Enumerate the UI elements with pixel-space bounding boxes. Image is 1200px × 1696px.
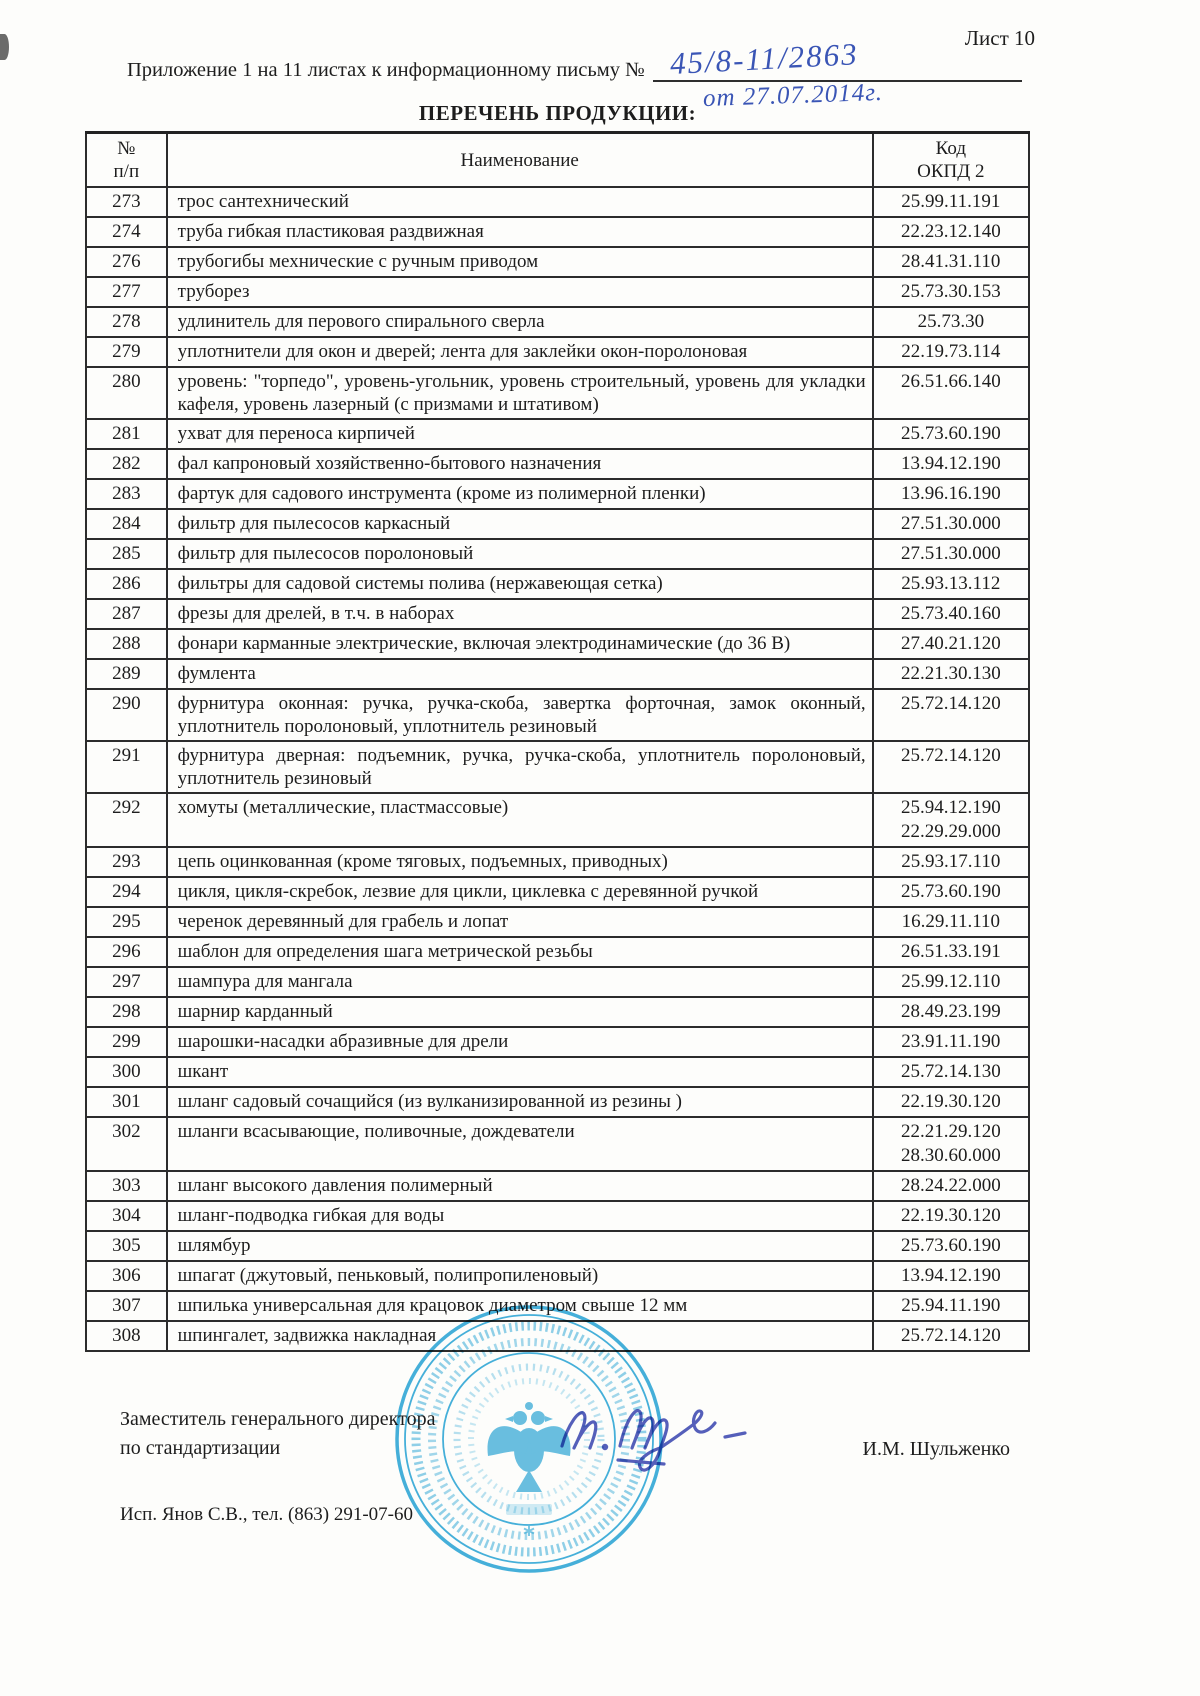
row-number-cell: 285 — [86, 539, 167, 569]
table-row — [86, 629, 1029, 659]
row-number-cell: 281 — [86, 419, 167, 449]
table-row — [86, 419, 1029, 449]
okpd-code: 16.29.11.110 — [901, 911, 1000, 932]
signer-position-line1: Заместитель генерального директора — [120, 1408, 436, 1430]
okpd-code: 22.23.12.140 — [900, 221, 1001, 242]
okpd-code: 22.19.30.120 — [900, 1091, 1001, 1112]
table-row — [86, 217, 1029, 247]
table-row — [86, 367, 1029, 419]
seal-star — [524, 1526, 534, 1536]
okpd-code: 25.93.17.110 — [901, 851, 1001, 872]
page-title: ПЕРЕЧЕНЬ ПРОДУКЦИИ: — [418, 101, 697, 125]
handwritten-letter-number: 45/8-11/2863 — [668, 36, 860, 82]
okpd-code: 25.94.12.190 — [900, 797, 1001, 818]
row-number-cell: 302 — [86, 1117, 167, 1171]
row-number-cell: 300 — [86, 1057, 167, 1087]
row-name-cell: фильтр для пылесосов поролоновый — [167, 539, 873, 569]
row-number-cell: 308 — [86, 1321, 167, 1351]
okpd-code: 26.51.66.140 — [900, 371, 1001, 392]
executor-line: Исп. Янов С.В., тел. (863) 291-07-60 — [120, 1504, 414, 1525]
okpd-code: 13.94.12.190 — [900, 1265, 1001, 1286]
table-row — [86, 569, 1029, 599]
okpd-code: 26.51.33.191 — [900, 941, 1001, 962]
row-code-cell — [873, 1201, 1029, 1231]
table-row — [86, 509, 1029, 539]
row-code-cell — [873, 1291, 1029, 1321]
row-number-cell: 280 — [86, 367, 167, 419]
row-number-cell: 303 — [86, 1171, 167, 1201]
table-row — [86, 907, 1029, 937]
row-code-cell — [873, 569, 1029, 599]
row-name-cell: шлямбур — [167, 1231, 873, 1261]
row-code-cell — [873, 659, 1029, 689]
okpd-code: 25.99.12.110 — [901, 971, 1001, 992]
signer-position-line2: по стандартизации — [120, 1437, 281, 1459]
table-row — [86, 187, 1029, 217]
okpd-code: 25.94.11.190 — [901, 1295, 1001, 1316]
row-code-cell — [873, 367, 1029, 419]
row-number-cell: 276 — [86, 247, 167, 277]
header-num-line1: № — [117, 138, 136, 159]
row-code-cell — [873, 1231, 1029, 1261]
row-number-cell: 298 — [86, 997, 167, 1027]
okpd-code: 25.72.14.120 — [900, 745, 1001, 766]
row-name-cell: трубогибы мехнические с ручным приводом — [167, 247, 873, 277]
row-number-cell: 286 — [86, 569, 167, 599]
row-number-cell: 277 — [86, 277, 167, 307]
okpd-code: 28.30.60.000 — [900, 1145, 1001, 1166]
row-name-cell: шаблон для определения шага метрической резьбы — [167, 937, 873, 967]
row-name-cell: ухват для переноса кирпичей — [167, 419, 873, 449]
row-code-cell — [873, 1261, 1029, 1291]
okpd-code: 28.24.22.000 — [900, 1175, 1001, 1196]
okpd-code: 25.73.60.190 — [900, 423, 1001, 444]
okpd-code: 27.40.21.120 — [900, 633, 1001, 654]
row-name-cell: фурнитура дверная: подъемник, ручка, ручка-скоба, уплотнитель поролоновый, уплотнитель резиновый — [167, 741, 873, 793]
okpd-code: 25.73.30.153 — [900, 281, 1001, 302]
table-row — [86, 247, 1029, 277]
row-name-cell: фильтры для садовой системы полива (нержавеющая сетка) — [167, 569, 873, 599]
row-code-cell — [873, 599, 1029, 629]
row-number-cell: 295 — [86, 907, 167, 937]
row-name-cell: шпингалет, задвижка накладная — [167, 1321, 873, 1351]
table-row — [86, 877, 1029, 907]
okpd-code: 27.51.30.000 — [900, 513, 1001, 534]
row-name-cell: шпагат (джутовый, пеньковый, полипропиленовый) — [167, 1261, 873, 1291]
row-name-cell: шланг высокого давления полимерный — [167, 1171, 873, 1201]
row-name-cell: фильтр для пылесосов каркасный — [167, 509, 873, 539]
row-name-cell: шланг-подводка гибкая для воды — [167, 1201, 873, 1231]
header-num-line2: п/п — [113, 161, 140, 182]
table-row — [86, 967, 1029, 997]
row-code-cell — [873, 877, 1029, 907]
okpd-code: 25.72.14.120 — [900, 693, 1001, 714]
row-name-cell: трос сантехнический — [167, 187, 873, 217]
row-number-cell: 306 — [86, 1261, 167, 1291]
table-row — [86, 847, 1029, 877]
row-number-cell: 299 — [86, 1027, 167, 1057]
row-number-cell: 289 — [86, 659, 167, 689]
table-row — [86, 793, 1029, 847]
table-row — [86, 1261, 1029, 1291]
row-number-cell: 274 — [86, 217, 167, 247]
product-table — [85, 131, 1030, 1352]
row-code-cell — [873, 539, 1029, 569]
row-name-cell: труборез — [167, 277, 873, 307]
okpd-code: 25.99.11.191 — [901, 191, 1001, 212]
row-code-cell — [873, 479, 1029, 509]
row-code-cell — [873, 1027, 1029, 1057]
scan-artifact — [0, 34, 9, 60]
okpd-code: 25.73.40.160 — [900, 603, 1001, 624]
row-name-cell: шпилька универсальная для крацовок диаметром свыше 12 мм — [167, 1291, 873, 1321]
table-row — [86, 307, 1029, 337]
row-name-cell: черенок деревянный для грабель и лопат — [167, 907, 873, 937]
table-row — [86, 449, 1029, 479]
row-code-cell — [873, 337, 1029, 367]
row-number-cell: 290 — [86, 689, 167, 741]
okpd-code: 28.41.31.110 — [901, 251, 1001, 272]
row-number-cell: 301 — [86, 1087, 167, 1117]
sheet-number-label: Лист 10 — [964, 26, 1035, 50]
row-name-cell: удлинитель для перового спирального сверла — [167, 307, 873, 337]
okpd-code: 28.49.23.199 — [900, 1001, 1001, 1022]
row-name-cell: хомуты (металлические, пластмассовые) — [167, 793, 873, 847]
table-row — [86, 1201, 1029, 1231]
table-row — [86, 689, 1029, 741]
okpd-code: 22.21.30.130 — [900, 663, 1001, 684]
row-code-cell — [873, 793, 1029, 847]
table-header-row — [86, 133, 1029, 188]
appendix-line-text: Приложение 1 на 11 листах к информационному письму № — [127, 59, 645, 81]
row-code-cell — [873, 1171, 1029, 1201]
row-code-cell — [873, 741, 1029, 793]
row-number-cell: 296 — [86, 937, 167, 967]
row-name-cell: цикля, цикля-скребок, лезвие для цикли, циклевка с деревянной ручкой — [167, 877, 873, 907]
row-code-cell — [873, 419, 1029, 449]
row-name-cell: фал капроновый хозяйственно-бытового назначения — [167, 449, 873, 479]
row-name-cell: уплотнители для окон и дверей; лента для заклейки окон-поролоновая — [167, 337, 873, 367]
row-name-cell: фонари карманные электрические, включая электродинамические (до 36 В) — [167, 629, 873, 659]
row-name-cell: цепь оцинкованная (кроме тяговых, подъемных, приводных) — [167, 847, 873, 877]
row-number-cell: 287 — [86, 599, 167, 629]
row-number-cell: 304 — [86, 1201, 167, 1231]
row-code-cell — [873, 449, 1029, 479]
row-code-cell — [873, 1321, 1029, 1351]
row-name-cell: шампура для мангала — [167, 967, 873, 997]
table-row — [86, 277, 1029, 307]
row-name-cell: фрезы для дрелей, в т.ч. в наборах — [167, 599, 873, 629]
row-code-cell — [873, 509, 1029, 539]
okpd-code: 13.96.16.190 — [900, 483, 1001, 504]
okpd-code: 22.29.29.000 — [900, 821, 1001, 842]
row-code-cell — [873, 629, 1029, 659]
row-name-cell: шкант — [167, 1057, 873, 1087]
table-row — [86, 997, 1029, 1027]
row-number-cell: 292 — [86, 793, 167, 847]
table-row — [86, 1321, 1029, 1351]
okpd-code: 25.72.14.130 — [900, 1061, 1001, 1082]
okpd-code: 22.19.30.120 — [900, 1205, 1001, 1226]
row-code-cell — [873, 997, 1029, 1027]
row-code-cell — [873, 187, 1029, 217]
row-number-cell: 294 — [86, 877, 167, 907]
row-name-cell: труба гибкая пластиковая раздвижная — [167, 217, 873, 247]
row-number-cell: 283 — [86, 479, 167, 509]
okpd-code: 25.73.30 — [917, 311, 985, 332]
table-row — [86, 1291, 1029, 1321]
row-name-cell: фумлента — [167, 659, 873, 689]
table-row — [86, 1027, 1029, 1057]
okpd-code: 22.19.73.114 — [901, 341, 1001, 362]
table-row — [86, 599, 1029, 629]
signature-block — [120, 1408, 1080, 1525]
table-row — [86, 937, 1029, 967]
table-row — [86, 337, 1029, 367]
okpd-code: 25.73.60.190 — [900, 1235, 1001, 1256]
row-number-cell: 305 — [86, 1231, 167, 1261]
table-header-name: Наименование — [167, 133, 873, 188]
row-code-cell — [873, 967, 1029, 997]
row-name-cell: уровень: "торпедо", уровень-угольник, уровень строительный, уровень для укладки кафеля, уровень лазерный (с призмами и штативом) — [167, 367, 873, 419]
seal-number-smudge — [506, 1504, 552, 1515]
row-number-cell: 282 — [86, 449, 167, 479]
row-name-cell: шарошки-насадки абразивные для дрели — [167, 1027, 873, 1057]
handwritten-letter-date: от 27.07.2014г. — [702, 78, 884, 113]
okpd-code: 25.93.13.112 — [901, 573, 1001, 594]
row-code-cell — [873, 907, 1029, 937]
row-name-cell: шланги всасывающие, поливочные, дождеватели — [167, 1117, 873, 1171]
header-code-line1: Код — [935, 138, 966, 159]
row-number-cell: 279 — [86, 337, 167, 367]
row-code-cell — [873, 1087, 1029, 1117]
row-number-cell: 297 — [86, 967, 167, 997]
row-code-cell — [873, 307, 1029, 337]
row-code-cell — [873, 277, 1029, 307]
table-row — [86, 479, 1029, 509]
okpd-code: 23.91.11.190 — [901, 1031, 1001, 1052]
table-row — [86, 659, 1029, 689]
row-name-cell: фурнитура оконная: ручка, ручка-скоба, завертка форточная, замок оконный, уплотнитель поролоновый, уплотнитель резиновый — [167, 689, 873, 741]
row-code-cell — [873, 847, 1029, 877]
row-name-cell: шарнир карданный — [167, 997, 873, 1027]
letter-number-blank-line — [653, 36, 1022, 113]
row-code-cell — [873, 217, 1029, 247]
table-header-code — [873, 133, 1029, 188]
row-code-cell — [873, 1057, 1029, 1087]
table-row — [86, 539, 1029, 569]
row-code-cell — [873, 247, 1029, 277]
row-code-cell — [873, 937, 1029, 967]
row-name-cell: фартук для садового инструмента (кроме из полимерной пленки) — [167, 479, 873, 509]
table-row — [86, 1117, 1029, 1171]
row-code-cell — [873, 1117, 1029, 1171]
table-row — [86, 1087, 1029, 1117]
table-body — [86, 187, 1029, 1351]
okpd-code: 27.51.30.000 — [900, 543, 1001, 564]
row-number-cell: 284 — [86, 509, 167, 539]
row-number-cell: 307 — [86, 1291, 167, 1321]
table-row — [86, 1231, 1029, 1261]
row-number-cell: 278 — [86, 307, 167, 337]
row-code-cell — [873, 689, 1029, 741]
table-header-num — [86, 133, 167, 188]
okpd-code: 25.73.60.190 — [900, 881, 1001, 902]
header-code-line2: ОКПД 2 — [917, 161, 985, 182]
row-number-cell: 273 — [86, 187, 167, 217]
row-name-cell: шланг садовый сочащийся (из вулканизированной из резины ) — [167, 1087, 873, 1117]
table-row — [86, 1171, 1029, 1201]
okpd-code: 13.94.12.190 — [900, 453, 1001, 474]
row-number-cell: 288 — [86, 629, 167, 659]
okpd-code: 22.21.29.120 — [900, 1121, 1001, 1142]
table-row — [86, 741, 1029, 793]
signer-name: И.М. Шульженко — [862, 1438, 1010, 1460]
okpd-code: 25.72.14.120 — [900, 1325, 1001, 1346]
row-number-cell: 293 — [86, 847, 167, 877]
row-number-cell: 291 — [86, 741, 167, 793]
table-row — [86, 1057, 1029, 1087]
